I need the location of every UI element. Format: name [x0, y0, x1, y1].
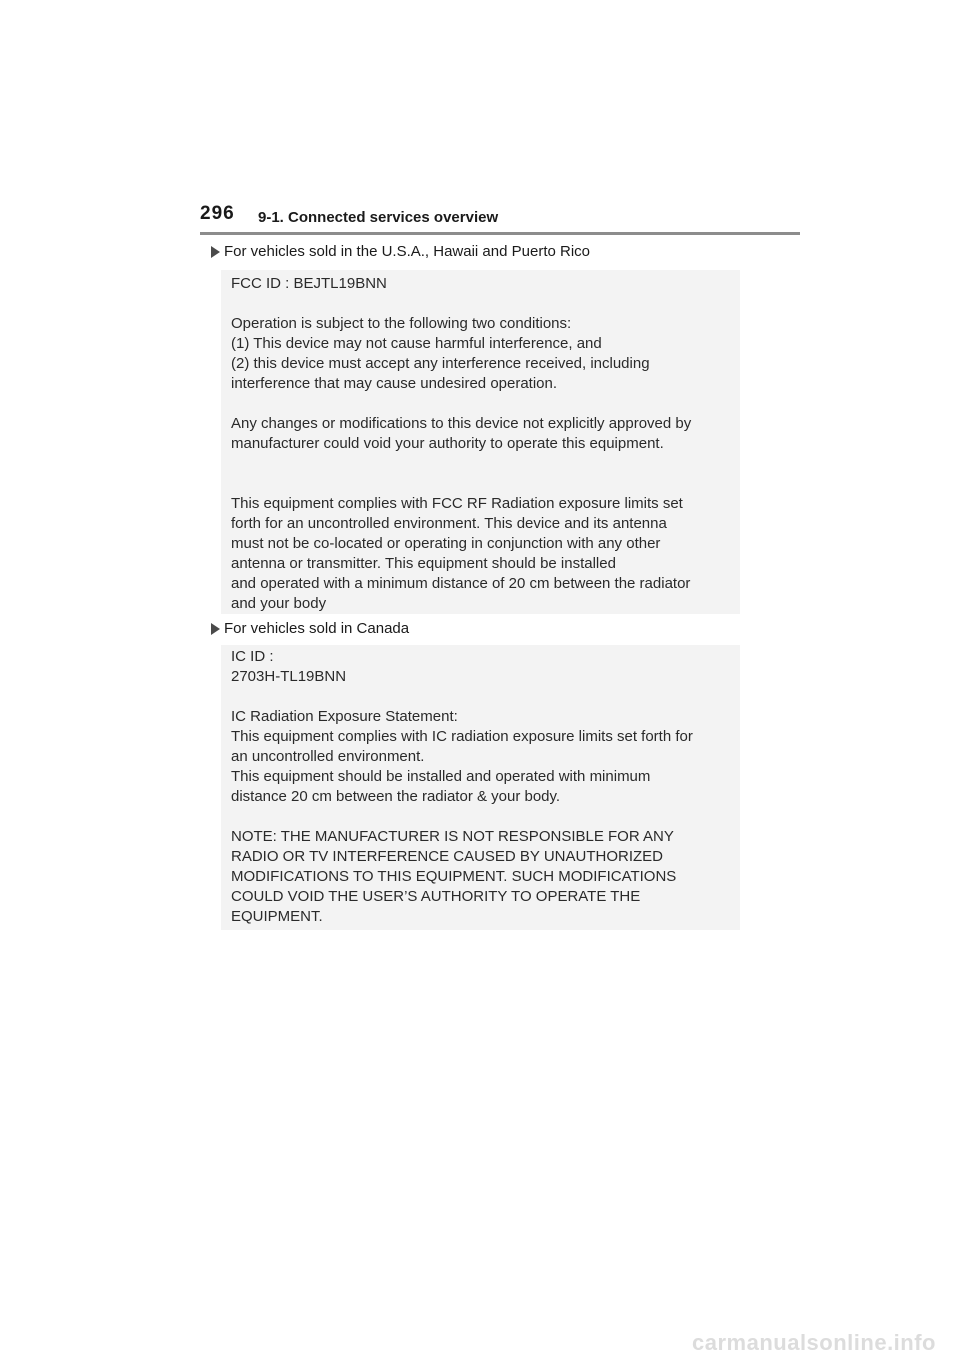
fcc-changes-notice: Any changes or modifications to this device not explicitly approved by manufacturer could void your authority to operate this equipment. [231, 415, 692, 452]
ic-note: NOTE: THE MANUFACTURER IS NOT RESPONSIBLE FOR ANY RADIO OR TV INTERFERENCE CAUSED BY UNAUTHORIZED MODIFICATIONS TO THIS EQUIPMENT. SUCH MODIFICATIONS COULD VOID THE USER’S AUTHORITY TO OPERATE THE EQUIPMENT. [231, 828, 677, 925]
section-title: 9-1. Connected services overview [258, 209, 499, 226]
header-divider [200, 232, 800, 235]
ic-label-box [221, 645, 740, 930]
triangle-arrow-icon [211, 246, 220, 258]
ic-id: IC ID : 2703H-TL19BNN [231, 648, 347, 685]
page-number: 296 [200, 203, 235, 224]
usa-heading-row [211, 243, 590, 260]
triangle-arrow-icon [211, 623, 220, 635]
canada-heading: For vehicles sold in Canada [224, 620, 410, 637]
fcc-id: FCC ID : BEJTL19BNN [231, 275, 387, 292]
usa-heading: For vehicles sold in the U.S.A., Hawaii and Puerto Rico [224, 243, 590, 260]
canada-heading-row [211, 620, 409, 637]
watermark: carmanualsonline.info [692, 1330, 936, 1355]
ic-exposure-statement: IC Radiation Exposure Statement: This equipment complies with IC radiation exposure limits set forth for an uncontrolled environment. This equipment should be installed and operated with minimum distance 20 cm between the radiator & your body. [231, 708, 693, 805]
fcc-rf-exposure: This equipment complies with FCC RF Radiation exposure limits set forth for an uncontrolled environment. This device and its antenna must not be co-located or operating in conjunction with any other antenna or transmitter. This equipment should be installed and operated with a minimum distance of 20 cm between the radiator and your body [231, 495, 691, 612]
fcc-conditions: Operation is subject to the following two conditions: (1) This device may not cause harmful interference, and (2) this device must accept any interference received, including interference that may cause undesired operation. [231, 315, 650, 392]
page-header [200, 200, 800, 236]
fcc-label-box [221, 270, 740, 614]
